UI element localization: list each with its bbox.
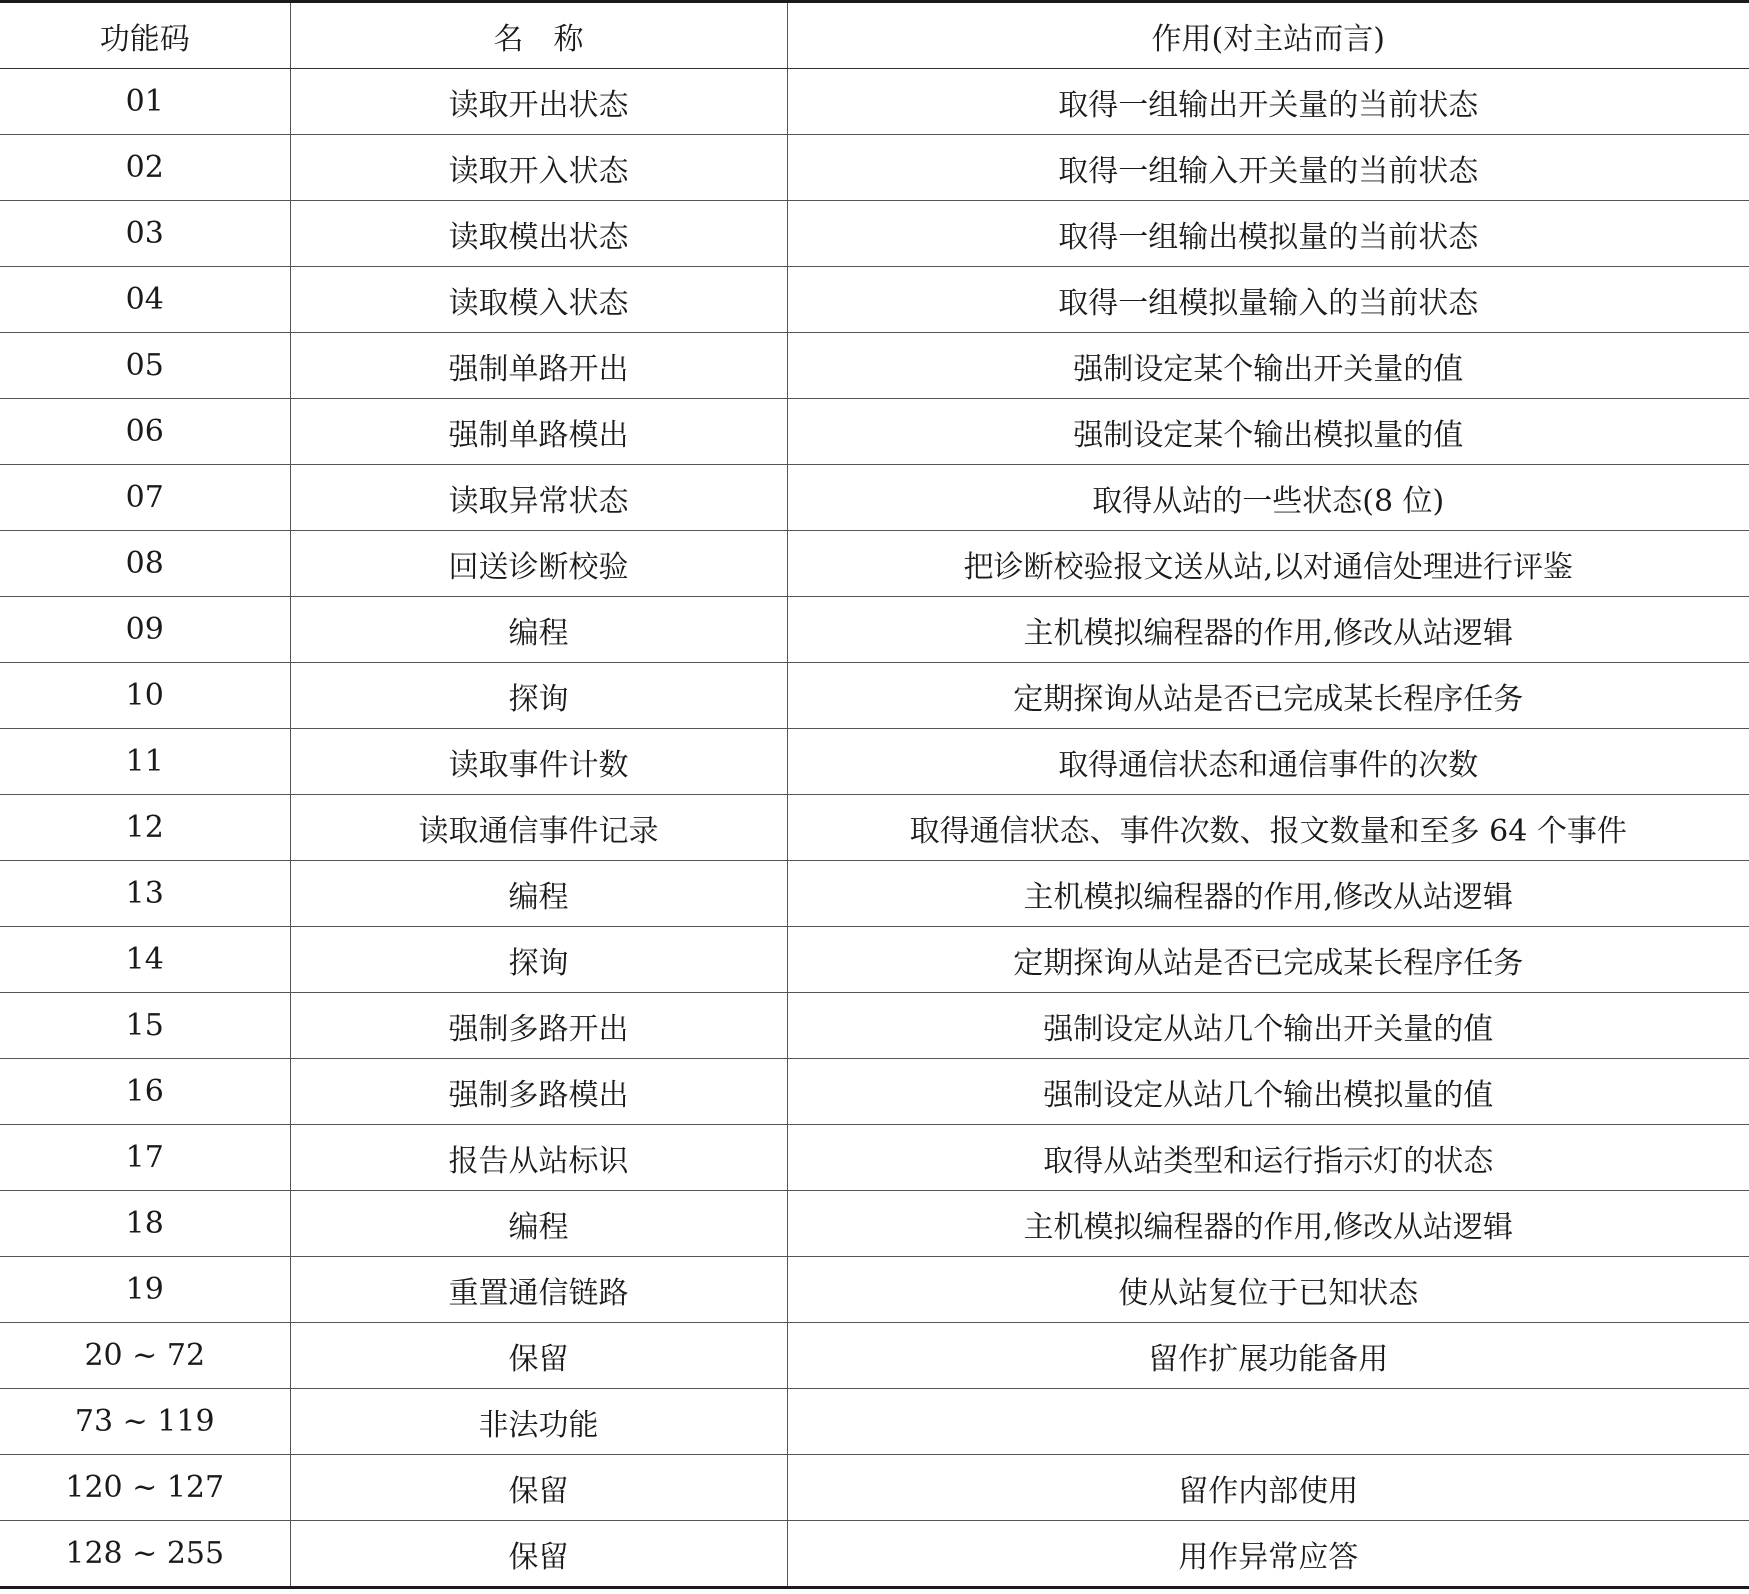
table-row xyxy=(0,201,1749,267)
cell-name: 读取异常状态 xyxy=(290,465,787,531)
table-row xyxy=(0,1323,1749,1389)
table-row xyxy=(0,1521,1749,1588)
cell-name: 报告从站标识 xyxy=(290,1125,787,1191)
cell-effect: 取得一组输入开关量的当前状态 xyxy=(787,135,1749,201)
cell-name: 读取事件计数 xyxy=(290,729,787,795)
cell-code: 07 xyxy=(0,465,290,531)
table-row xyxy=(0,663,1749,729)
table-row xyxy=(0,1125,1749,1191)
cell-effect: 留作内部使用 xyxy=(787,1455,1749,1521)
cell-name: 强制单路开出 xyxy=(290,333,787,399)
cell-code: 12 xyxy=(0,795,290,861)
header-name: 名 称 xyxy=(290,2,787,69)
cell-effect: 取得通信状态、事件次数、报文数量和至多 64 个事件 xyxy=(787,795,1749,861)
cell-code: 06 xyxy=(0,399,290,465)
cell-name: 读取开出状态 xyxy=(290,69,787,135)
header-code: 功能码 xyxy=(0,2,290,69)
cell-name: 读取通信事件记录 xyxy=(290,795,787,861)
cell-name: 重置通信链路 xyxy=(290,1257,787,1323)
cell-name: 强制多路开出 xyxy=(290,993,787,1059)
cell-effect: 取得通信状态和通信事件的次数 xyxy=(787,729,1749,795)
table-row xyxy=(0,399,1749,465)
cell-name: 读取模入状态 xyxy=(290,267,787,333)
table-row xyxy=(0,1257,1749,1323)
cell-name: 保留 xyxy=(290,1521,787,1588)
table-row xyxy=(0,531,1749,597)
cell-effect: 取得一组输出模拟量的当前状态 xyxy=(787,201,1749,267)
cell-code: 02 xyxy=(0,135,290,201)
cell-name: 回送诊断校验 xyxy=(290,531,787,597)
table-row xyxy=(0,1389,1749,1455)
table-row xyxy=(0,135,1749,201)
cell-code: 03 xyxy=(0,201,290,267)
cell-effect: 定期探询从站是否已完成某长程序任务 xyxy=(787,663,1749,729)
cell-effect: 主机模拟编程器的作用,修改从站逻辑 xyxy=(787,597,1749,663)
cell-name: 探询 xyxy=(290,927,787,993)
cell-name: 读取开入状态 xyxy=(290,135,787,201)
cell-name: 探询 xyxy=(290,663,787,729)
table-row xyxy=(0,993,1749,1059)
table-row xyxy=(0,465,1749,531)
table-row xyxy=(0,1191,1749,1257)
cell-code: 19 xyxy=(0,1257,290,1323)
cell-name: 编程 xyxy=(290,597,787,663)
table-row xyxy=(0,69,1749,135)
table-header-row xyxy=(0,2,1749,69)
table-row xyxy=(0,795,1749,861)
cell-effect: 取得一组模拟量输入的当前状态 xyxy=(787,267,1749,333)
cell-name: 保留 xyxy=(290,1323,787,1389)
cell-code: 15 xyxy=(0,993,290,1059)
cell-name: 强制多路模出 xyxy=(290,1059,787,1125)
cell-effect: 取得一组输出开关量的当前状态 xyxy=(787,69,1749,135)
cell-code: 08 xyxy=(0,531,290,597)
cell-code: 18 xyxy=(0,1191,290,1257)
table-row xyxy=(0,927,1749,993)
cell-name: 读取模出状态 xyxy=(290,201,787,267)
cell-effect: 定期探询从站是否已完成某长程序任务 xyxy=(787,927,1749,993)
cell-effect: 留作扩展功能备用 xyxy=(787,1323,1749,1389)
table-row xyxy=(0,597,1749,663)
cell-code: 13 xyxy=(0,861,290,927)
cell-code: 14 xyxy=(0,927,290,993)
cell-name: 编程 xyxy=(290,861,787,927)
cell-code: 120 ~ 127 xyxy=(0,1455,290,1521)
cell-code: 05 xyxy=(0,333,290,399)
table-row xyxy=(0,861,1749,927)
table-row xyxy=(0,333,1749,399)
cell-effect: 强制设定从站几个输出开关量的值 xyxy=(787,993,1749,1059)
cell-code: 10 xyxy=(0,663,290,729)
cell-effect: 取得从站的一些状态(8 位) xyxy=(787,465,1749,531)
cell-effect: 取得从站类型和运行指示灯的状态 xyxy=(787,1125,1749,1191)
cell-effect: 强制设定从站几个输出模拟量的值 xyxy=(787,1059,1749,1125)
cell-effect: 强制设定某个输出模拟量的值 xyxy=(787,399,1749,465)
cell-code: 11 xyxy=(0,729,290,795)
cell-name: 强制单路模出 xyxy=(290,399,787,465)
cell-effect xyxy=(787,1389,1749,1455)
cell-name: 非法功能 xyxy=(290,1389,787,1455)
cell-code: 73 ~ 119 xyxy=(0,1389,290,1455)
cell-code: 01 xyxy=(0,69,290,135)
cell-code: 128 ~ 255 xyxy=(0,1521,290,1588)
table-row xyxy=(0,267,1749,333)
cell-code: 17 xyxy=(0,1125,290,1191)
table-body xyxy=(0,69,1749,1588)
cell-code: 16 xyxy=(0,1059,290,1125)
cell-name: 编程 xyxy=(290,1191,787,1257)
table-row xyxy=(0,1059,1749,1125)
cell-code: 09 xyxy=(0,597,290,663)
cell-effect: 主机模拟编程器的作用,修改从站逻辑 xyxy=(787,1191,1749,1257)
cell-effect: 把诊断校验报文送从站,以对通信处理进行评鉴 xyxy=(787,531,1749,597)
cell-effect: 主机模拟编程器的作用,修改从站逻辑 xyxy=(787,861,1749,927)
cell-code: 04 xyxy=(0,267,290,333)
cell-effect: 使从站复位于已知状态 xyxy=(787,1257,1749,1323)
cell-effect: 用作异常应答 xyxy=(787,1521,1749,1588)
cell-code: 20 ~ 72 xyxy=(0,1323,290,1389)
cell-name: 保留 xyxy=(290,1455,787,1521)
table-row xyxy=(0,729,1749,795)
header-effect: 作用(对主站而言) xyxy=(787,2,1749,69)
cell-effect: 强制设定某个输出开关量的值 xyxy=(787,333,1749,399)
table-row xyxy=(0,1455,1749,1521)
